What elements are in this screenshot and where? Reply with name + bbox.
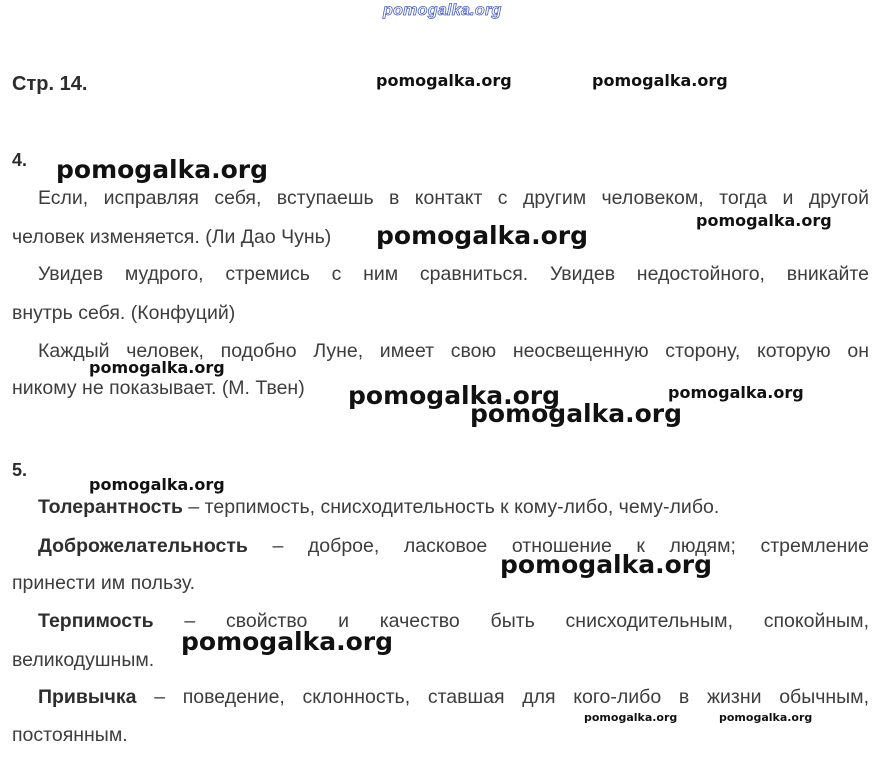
quote-line: внутрь себя. (Конфуций) — [12, 302, 236, 324]
definition: – терпимость, снисходительность к кому-либо, чему-либо. — [182, 496, 720, 518]
quote-line: человек изменяется. (Ли Дао Чунь) — [12, 226, 332, 248]
section-number-5: 5. — [12, 460, 28, 480]
watermark-text: pomogalka.org — [668, 383, 804, 402]
definition-line — [38, 496, 869, 519]
definition-continuation: великодушным. — [12, 649, 155, 671]
page-title: Стр. 14. — [12, 73, 88, 95]
definition: – доброе, ласковое отношение к людям; стремление — [247, 535, 869, 557]
watermark-text: pomogalka.org — [376, 221, 589, 250]
definition: – поведение, склонность, ставшая для кого-либо в жизни обычным, — [136, 686, 869, 708]
watermark-text: pomogalka.org — [89, 475, 225, 494]
definition-continuation: постоянным. — [12, 724, 128, 746]
watermark-text: pomogalka.org — [181, 627, 394, 656]
watermark-text: pomogalka.org — [696, 211, 832, 230]
watermark-text: pomogalka.org — [719, 711, 813, 724]
watermark-text: pomogalka.org — [348, 381, 561, 410]
watermark-text: pomogalka.org — [56, 155, 269, 184]
watermark-text: pomogalka.org — [592, 71, 728, 90]
section-number-4: 4. — [12, 150, 28, 170]
term: Привычка — [38, 686, 137, 708]
watermark-text: pomogalka.org — [89, 358, 225, 377]
quote-line: Если, исправляя себя, вступаешь в контакт с другим человеком, тогда и другой — [38, 187, 869, 209]
header-watermark: pomogalka.org — [383, 2, 502, 19]
watermark-text: pomogalka.org — [376, 71, 512, 90]
term: Доброжелательность — [38, 535, 248, 557]
definition-line — [38, 686, 869, 709]
watermark-fragment — [470, 399, 683, 428]
quote-line: Увидев мудрого, стремись с ним сравниться. Увидев недостойного, вникайте — [38, 263, 869, 285]
watermark-text: pomogalka.org — [500, 550, 713, 579]
definition: – свойство и качество быть снисходительным, спокойным, — [153, 610, 869, 632]
definition-continuation: принести им пользу. — [12, 572, 196, 594]
definition-line — [38, 610, 869, 633]
definition-line — [38, 535, 869, 558]
term: Терпимость — [38, 610, 154, 632]
quote-line: никому не показывает. (М. Твен) — [12, 377, 305, 399]
quote-line: Каждый человек, подобно Луне, имеет свою неосвещенную сторону, которую он — [38, 340, 869, 362]
watermark-text: pomogalka.org — [470, 399, 683, 428]
watermark-text: pomogalka.org — [584, 711, 678, 724]
term: Толерантность — [38, 496, 183, 518]
